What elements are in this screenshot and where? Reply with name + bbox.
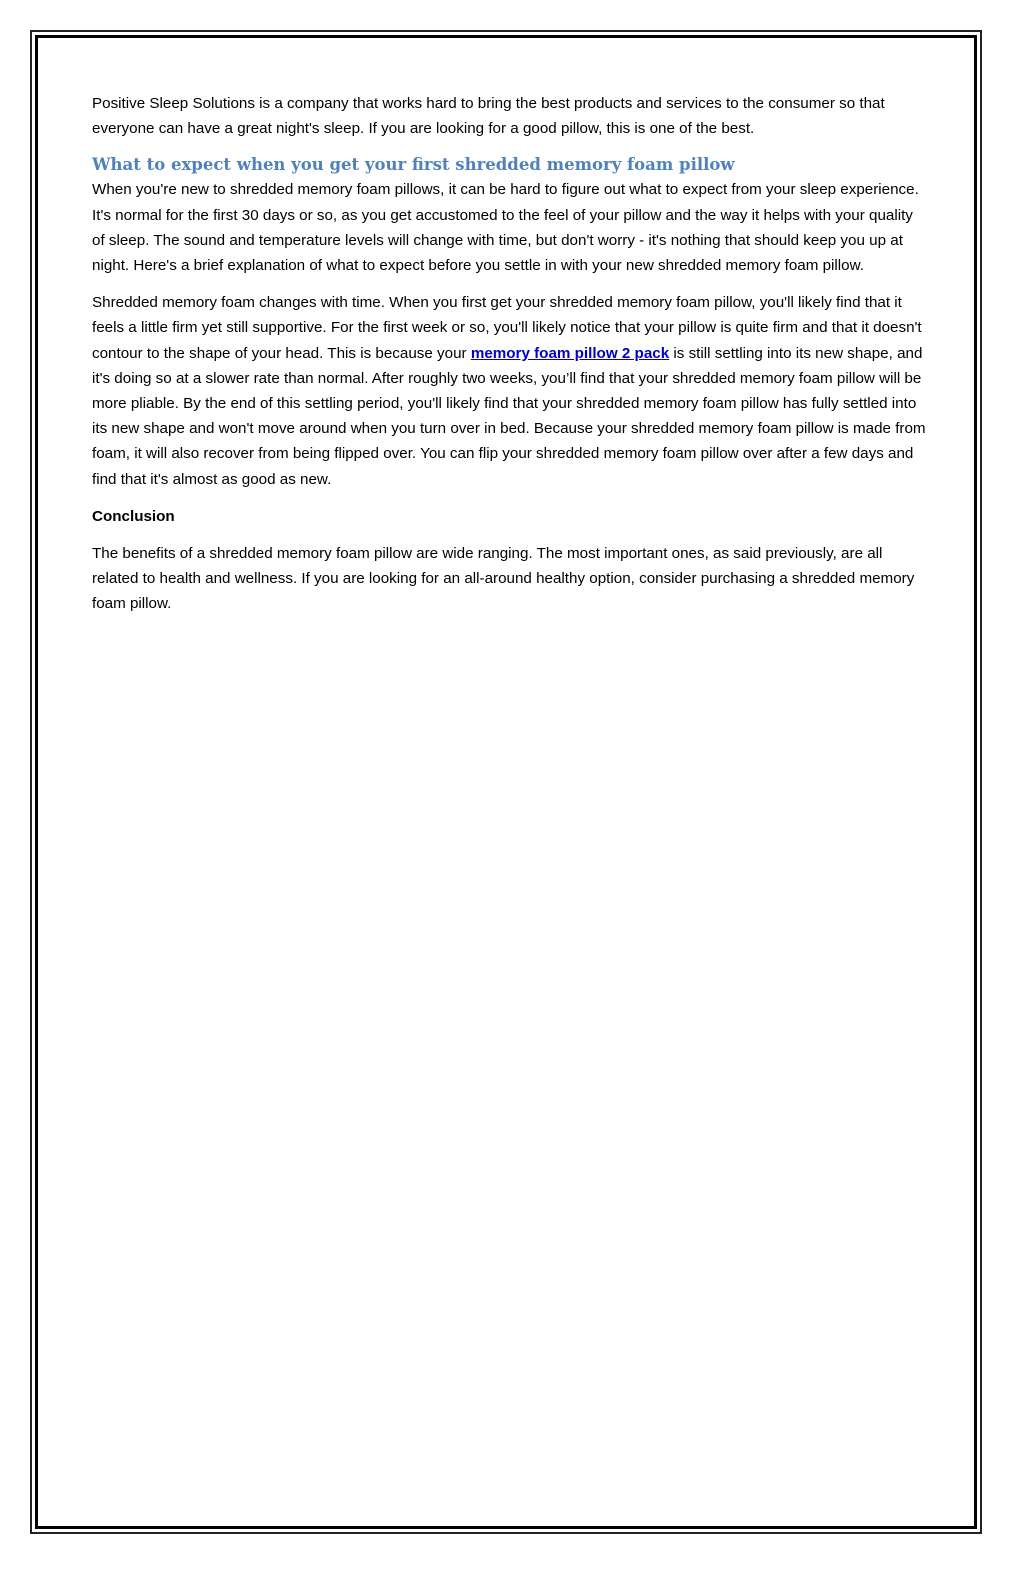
- conclusion-paragraph: The benefits of a shredded memory foam pillow are wide ranging. The most important ones, as said previously, are all related to health and wellness. If you are looking for an all-around healthy option, consider purchasing a shredded memory foam pillow.: [92, 545, 915, 613]
- document-body: [92, 91, 928, 629]
- intro-paragraph: Positive Sleep Solutions is a company that works hard to bring the best products and services to the consumer so that everyone can have a great night's sleep. If you are looking for a good pillow, this is one of the best.: [92, 95, 885, 138]
- conclusion-heading: Conclusion: [92, 507, 175, 525]
- foam-changes-paragraph: [92, 290, 928, 492]
- foam-changes-text-start: Shredded memory foam changes with time. When you first get your shredded memory foam pillow, you'll likely find that it feels a little firm yet still supportive. For the first week or so, you'll likely notice that your pillow is quite firm and that it doesn't contour to the shape of your head. This is because your: [92, 294, 922, 362]
- memory-foam-pillow-link[interactable]: memory foam pillow 2 pack: [470, 344, 670, 362]
- section-heading: What to expect when you get your first shredded memory foam pillow: [92, 155, 735, 175]
- expectation-paragraph: When you're new to shredded memory foam pillows, it can be hard to figure out what to expect from your sleep experience. It's normal for the first 30 days or so, as you get accustomed to the feel of your pillow and the way it helps with your quality of sleep. The sound and temperature levels will change with time, but don't worry - it's nothing that should keep you up at night. Here's a brief explanation of what to expect before you settle in with your new shredded memory foam pillow.: [92, 181, 919, 275]
- foam-changes-text-end: is still settling into its new shape, and it's doing so at a slower rate than normal. After roughly two weeks, you’ll find that your shredded memory foam pillow will be more pliable. By the end of this settling period, you'll likely find that your shredded memory foam pillow has fully settled into its new shape and won't move around when you turn over in bed. Because your shredded memory foam pillow is made from foam, it will also recover from being flipped over. You can flip your shredded memory foam pillow over after a few days and find that it's almost as good as new.: [92, 344, 926, 488]
